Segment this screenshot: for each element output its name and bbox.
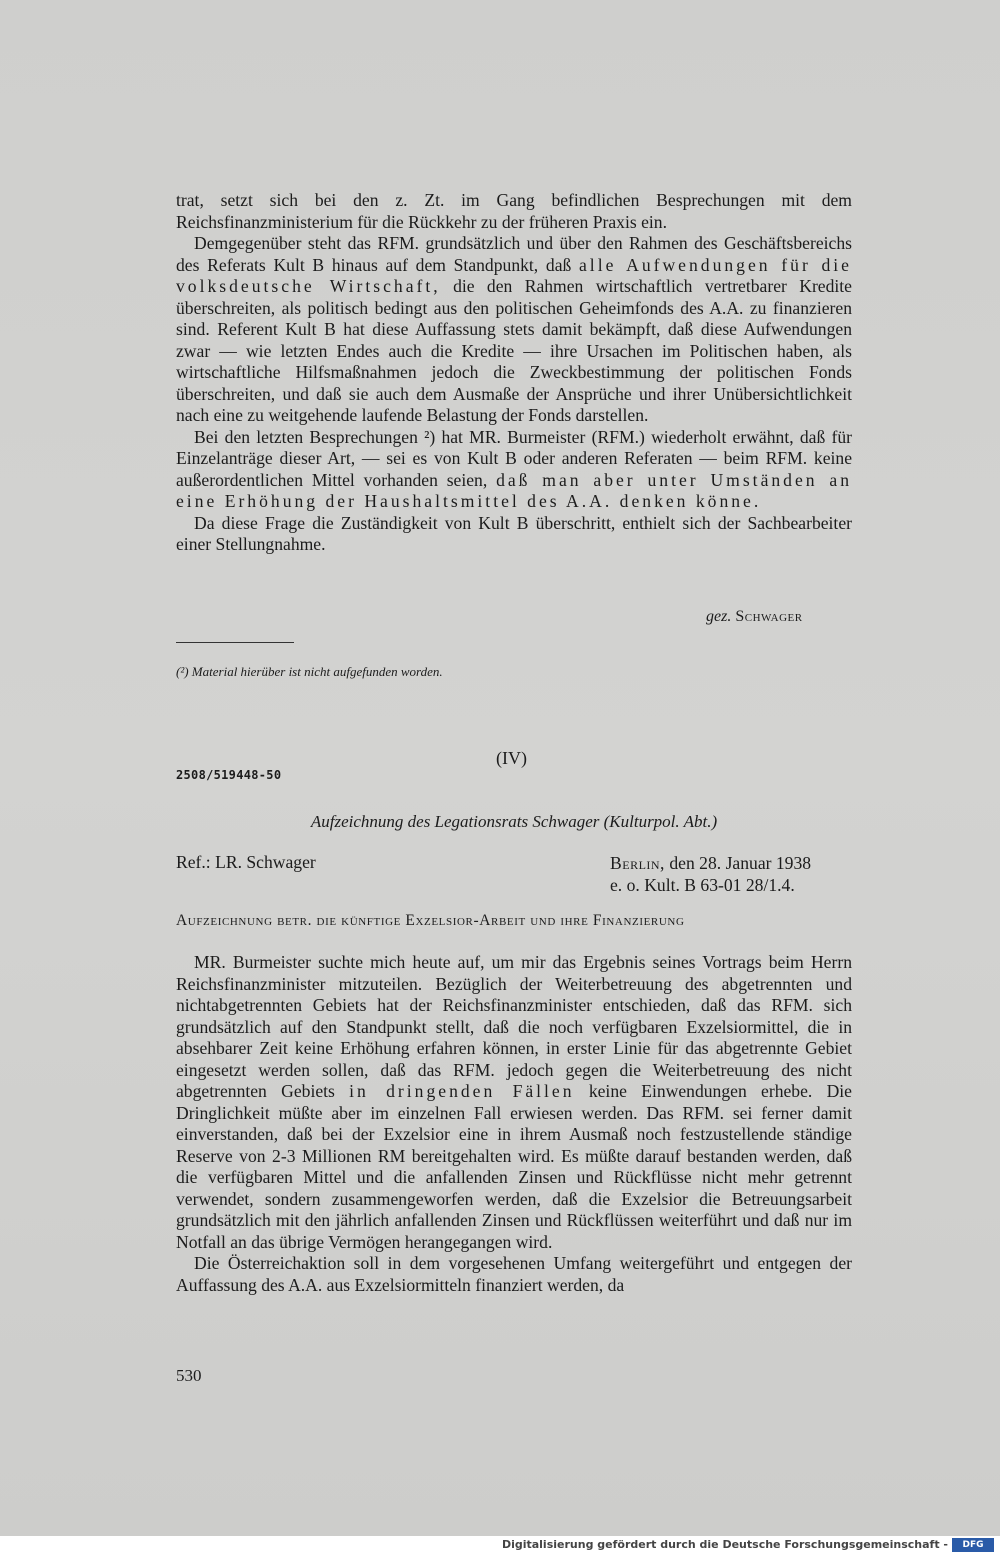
emphasis-text: alle Aufwendungen für die volksdeutsche Wirtschaft, [176,254,852,296]
file-reference: 2508/519448-50 [176,768,282,782]
subject-line: Aufzeichnung betr. die künftige Exzelsior-Arbeit und ihre Finanzierung [176,912,685,929]
body-text-block [176,952,852,1296]
document-heading: Aufzeichnung des Legationsrats Schwager (Kulturpol. Abt.) [310,812,718,831]
footnote: (²) Material hierüber ist nicht aufgefunden worden. [176,664,443,679]
page-number: 530 [176,1366,202,1385]
paragraph-competence: Da diese Frage die Zuständigkeit von Kult B überschritt, enthielt sich der Sachbearbeiter einer Stellungnahme. [176,512,852,554]
top-text-block [176,190,852,556]
reference-author: Ref.: LR. Schwager [176,852,316,872]
document-number: (IV) [496,748,527,768]
footnote-divider [176,642,294,643]
emphasis-text: daß man aber unter Umständen an eine Erhöhung der Haushaltsmittel des A.A. denken könne. [176,469,852,511]
reference-code: e. o. Kult. B 63-01 28/1.4. [610,875,795,895]
place: Berlin, [610,853,665,873]
reference-place-date [610,852,811,896]
paragraph-austria: Die Österreichaktion soll in dem vorgesehenen Umfang weitergeführt und entgegen der Auffassung des A.A. aus Exzelsiormitteln finanziert werden, da [176,1253,852,1295]
paragraph-rfm-position: Demgegenüber steht das RFM. grundsätzlich und über den Rahmen des Geschäftsbereichs des Referats Kult B hinaus auf dem Standpunkt, daß alle Aufwendungen für die volksdeutsche Wirtschaft, die den Rahmen wirtschaftlich vertretbarer Kredite überschreiten, als politisch bedingt aus den politischen Geheimfonds des A.A. zu finanzieren sind. Referent Kult B hat diese Auffassung stets damit bekämpft, daß diese Aufwendungen zwar — wie letzten Endes auch die Kredite — ihre Ursachen im Politischen haben, als wirtschaftliche Hilfsmaßnahmen jedoch die Zweckbestimmung der politischen Fonds überschreiten, und daß sie auch dem Ausmaße der Ansprüche und ihrer Unübersichtlichkeit nach eine zu weitgehende laufende Belastung der Fonds darstellen. [176,233,852,425]
footer-funding-text: Digitalisierung gefördert durch die Deutsche Forschungsgemeinschaft - [501,1538,948,1551]
paragraph-burmeister: Bei den letzten Besprechungen ²) hat MR. Burmeister (RFM.) wiederholt erwähnt, daß für Einzelanträge dieser Art, — sei es von Kult B oder anderen Referaten — beim RFM. keine außerordentlichen Mittel vorhanden seien, daß man aber unter Umständen an eine Erhöhung der Haushaltsmittel des A.A. denken könne. [176,426,852,511]
signature-prefix: gez. [706,608,732,625]
date: den 28. Januar 1938 [669,853,812,873]
dfg-logo: DFG [952,1538,994,1552]
paragraph-continuation: trat, setzt sich bei den z. Zt. im Gang befindlichen Besprechungen mit dem Reichsfinanzministerium für die Rückkehr zu der früheren Praxis ein. [176,190,852,232]
signature [706,608,803,626]
emphasis-text: in dringenden Fällen [349,1081,575,1101]
paragraph-body-main: MR. Burmeister suchte mich heute auf, um mir das Ergebnis seines Vortrags beim Herrn Reichsfinanzminister mitzuteilen. Bezüglich der Weiterbetreuung des abgetrennten und nichtabgetrennten Gebiets hat der Reichsfinanzminister entschieden, daß das RFM. sich grundsätzlich auf den Standpunkt stellt, daß die noch verfügbaren Exzelsiormittel, die in absehbarer Zeit keine Erhöhung erfahren können, in erster Linie für das abgetrennte Gebiet eingesetzt werden sollen, daß das RFM. jedoch gegen die Weiterbetreuung des nicht abgetrennten Gebiets in dringenden Fällen keine Einwendungen erhebe. Die Dringlichkeit müßte aber im einzelnen Fall erwiesen werden. Das RFM. sei ferner damit einverstanden, daß bei der Exzelsior eine in ihrem Ausmaß noch festzustellende ständige Reserve von 2-3 Millionen RM bereitgehalten wird. Es müßte darauf bestanden werden, daß die verfügbaren Mittel und die anfallenden Zinsen und Rückflüsse nicht mehr getrennt verwendet, sondern zusammengeworfen werden, daß die Exzelsior die Betreuungsarbeit grundsätzlich mit den jährlich anfallenden Zinsen und Rückflüssen weiterführt und daß nur im Notfall an das übrige Vermögen herangegangen wird. [176,952,852,1252]
signature-name: Schwager [735,608,803,625]
